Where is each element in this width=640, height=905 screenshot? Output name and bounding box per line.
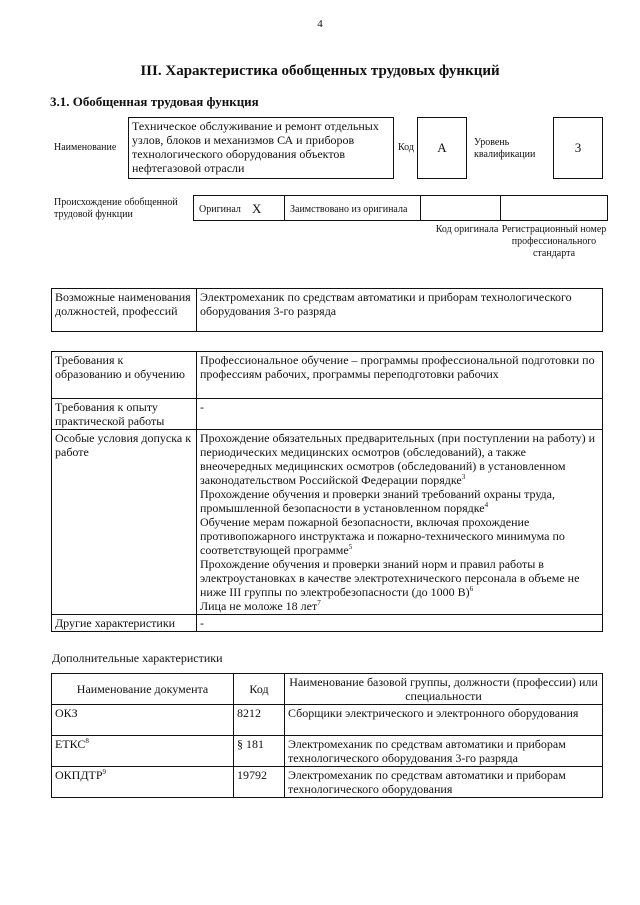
row-name: Электромеханик по средствам автоматики и приборам технологического оборудования 3-го разряда xyxy=(285,736,603,767)
function-code-value: А xyxy=(417,117,467,179)
subsection-title: 3.1. Обобщенная трудовая функция xyxy=(50,94,259,109)
section-title: III. Характеристика обобщенных трудовых функций xyxy=(140,63,500,79)
function-name-value: Техническое обслуживание и ремонт отдельных узлов, блоков и механизмов СА и приборов технологического оборудования объектов нефтегазовой отрасли xyxy=(128,117,394,179)
table-row xyxy=(52,767,603,798)
positions-value: Электромеханик по средствам автоматики и приборам технологического оборудования 3-го разряда xyxy=(197,289,603,332)
borrowed-label: Заимствовано из оригинала xyxy=(290,204,408,215)
header-code: Код xyxy=(234,674,285,705)
origin-divider-3 xyxy=(500,196,501,220)
other-characteristics-label: Другие характеристики xyxy=(52,615,197,632)
origin-label: Происхождение обобщенной трудовой функции xyxy=(54,197,178,220)
qualification-level-value: 3 xyxy=(553,117,603,179)
positions-table xyxy=(51,288,603,332)
function-name-label: Наименование xyxy=(54,142,117,153)
header-name: Наименование базовой группы, должности (профессии) или специальности xyxy=(285,674,603,705)
qualification-level-label: Уровень квалификации xyxy=(474,137,536,160)
header-document: Наименование документа xyxy=(52,674,234,705)
row-doc: ЕТКС$^8$ xyxy=(52,736,234,767)
special-condition-item: Лица не моложе 18 лет$^7$ xyxy=(200,599,321,613)
special-condition-item: Обучение мерам пожарной безопасности, включая прохождение противопожарного инструктажа и пожарно-технического минимума по соответствующей программе$^5$ xyxy=(200,515,565,557)
table-row xyxy=(52,736,603,767)
education-value: Профессиональное обучение – программы профессиональной подготовки по профессиям рабочих, программы переподготовки рабочих xyxy=(197,352,603,399)
special-condition-item: Прохождение обязательных предварительных (при поступлении на работу) и периодических медицинских осмотров (обследований), а также внеочередных медицинских осмотров (обследований) в установленном законодательством Российской Федерации порядке$^3$ xyxy=(200,431,596,487)
education-label: Требования к образованию и обучению xyxy=(52,352,197,399)
row-code: 19792 xyxy=(234,767,285,798)
row-name: Электромеханик по средствам автоматики и приборам технологического оборудования xyxy=(285,767,603,798)
reg-number-caption: Регистрационный номер профессионального стандарта xyxy=(501,224,607,259)
special-condition-item: Прохождение обучения и проверки знаний требований охраны труда, промышленной безопасности в установленном порядке$^4$ xyxy=(200,487,555,515)
row-doc: ОКПДТР$^9$ xyxy=(52,767,234,798)
experience-label: Требования к опыту практической работы xyxy=(52,399,197,430)
row-code: § 181 xyxy=(234,736,285,767)
row-name: Сборщики электрического и электронного оборудования xyxy=(285,705,603,736)
origin-divider-1 xyxy=(284,196,285,220)
special-conditions-label: Особые условия допуска к работе xyxy=(52,430,197,615)
row-code: 8212 xyxy=(234,705,285,736)
row-doc: ОКЗ xyxy=(52,705,234,736)
origin-row xyxy=(193,195,608,221)
other-characteristics-value: - xyxy=(197,615,603,632)
experience-value: - xyxy=(197,399,603,430)
table-row xyxy=(52,705,603,736)
original-mark: Х xyxy=(252,201,262,216)
function-code-label: Код xyxy=(398,142,414,153)
code-original-caption: Код оригинала xyxy=(435,224,499,235)
special-condition-item: Прохождение обучения и проверки знаний норм и правил работы в электроустановках в качестве электротехнического персонала в объеме не ниже III группы по электробезопасности (до 1000 В)$^6$ xyxy=(200,557,580,599)
special-conditions-value xyxy=(197,430,603,615)
page-number: 4 xyxy=(317,18,323,30)
additional-title: Дополнительные характеристики xyxy=(52,651,223,665)
original-label: Оригинал xyxy=(199,204,241,215)
requirements-table xyxy=(51,351,603,632)
positions-label: Возможные наименования должностей, профессий xyxy=(52,289,197,332)
additional-table xyxy=(51,673,603,798)
origin-divider-2 xyxy=(420,196,421,220)
